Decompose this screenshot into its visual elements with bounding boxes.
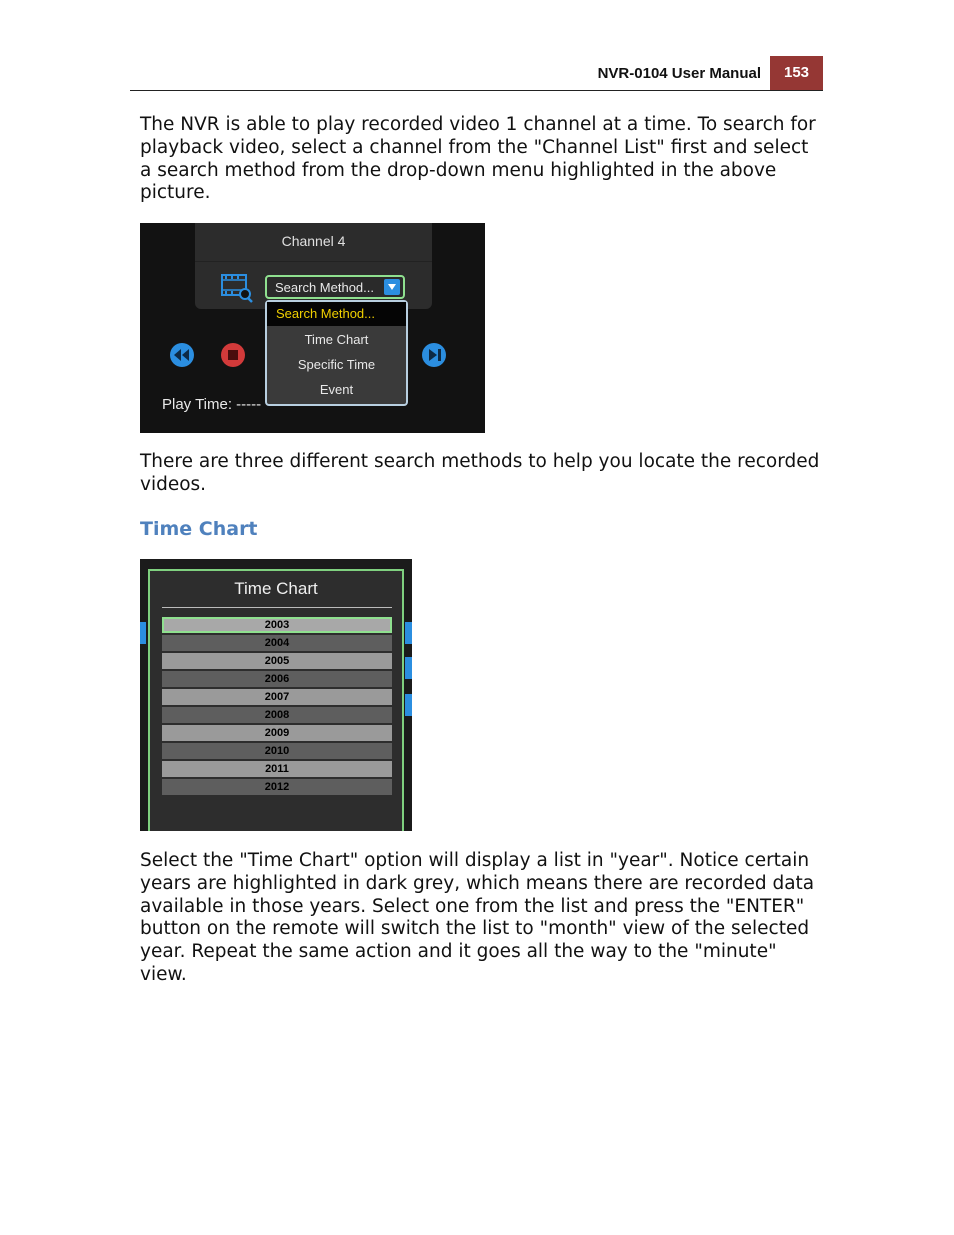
year-list	[162, 617, 392, 797]
chevron-down-icon[interactable]	[384, 279, 400, 295]
side-tab-right-1	[405, 622, 412, 644]
year-row-2012[interactable]: 2012	[162, 779, 392, 795]
side-tab-right-3	[405, 694, 412, 716]
year-row-2008[interactable]: 2008	[162, 707, 392, 723]
year-row-2005[interactable]: 2005	[162, 653, 392, 669]
year-row-2003[interactable]: 2003	[162, 617, 392, 633]
header-rule	[130, 90, 823, 91]
year-row-2006[interactable]: 2006	[162, 671, 392, 687]
play-time-label: Play Time: -----	[162, 396, 262, 413]
search-method-select[interactable]	[265, 275, 405, 299]
time-chart-paragraph: Select the "Time Chart" option will display a list in "year". Notice certain years are highlighted in dark grey, which means there are recorded data available in those years. Select one from the list and press the "ENTER" button on the remote will switch the list to "month" view of the selected year. Repeat the same action and it goes all the way to the "minute" view.	[140, 850, 815, 985]
year-row-2007[interactable]: 2007	[162, 689, 392, 705]
manual-title: NVR-0104 User Manual	[597, 65, 761, 82]
dropdown-item-time-chart[interactable]: Time Chart	[304, 332, 369, 347]
time-chart-screenshot	[140, 559, 412, 831]
page-header	[130, 56, 823, 91]
rewind-icon[interactable]	[168, 341, 196, 369]
skip-forward-icon[interactable]	[420, 341, 448, 369]
methods-paragraph: There are three different search methods to help you locate the recorded videos.	[140, 451, 820, 495]
year-row-2010[interactable]: 2010	[162, 743, 392, 759]
search-method-screenshot	[140, 223, 485, 433]
channel-title: Channel 4	[281, 233, 346, 249]
time-chart-panel	[148, 569, 404, 831]
side-tab-left	[140, 622, 146, 644]
search-method-dropdown	[265, 300, 408, 406]
search-method-value: Search Method...	[275, 280, 374, 295]
dropdown-item-event[interactable]: Event	[319, 382, 354, 397]
page-number-badge: 153	[770, 56, 823, 91]
year-row-2004[interactable]: 2004	[162, 635, 392, 651]
dropdown-item-specific-time[interactable]: Specific Time	[297, 357, 376, 372]
panel-divider	[195, 261, 432, 262]
time-chart-rule	[162, 607, 392, 608]
stop-icon[interactable]	[219, 341, 247, 369]
time-chart-title: Time Chart	[234, 579, 318, 598]
side-tab-right-2	[405, 657, 412, 679]
intro-paragraph: The NVR is able to play recorded video 1 channel at a time. To search for playback video, select a channel from the "Channel List" first and select a search method from the drop-down menu highlighted in the above picture.	[140, 114, 816, 204]
section-heading-time-chart: Time Chart	[140, 518, 258, 540]
year-row-2011[interactable]: 2011	[162, 761, 392, 777]
year-row-2009[interactable]: 2009	[162, 725, 392, 741]
film-search-icon[interactable]	[220, 273, 254, 303]
dropdown-item-search-method[interactable]: Search Method...	[267, 302, 406, 326]
